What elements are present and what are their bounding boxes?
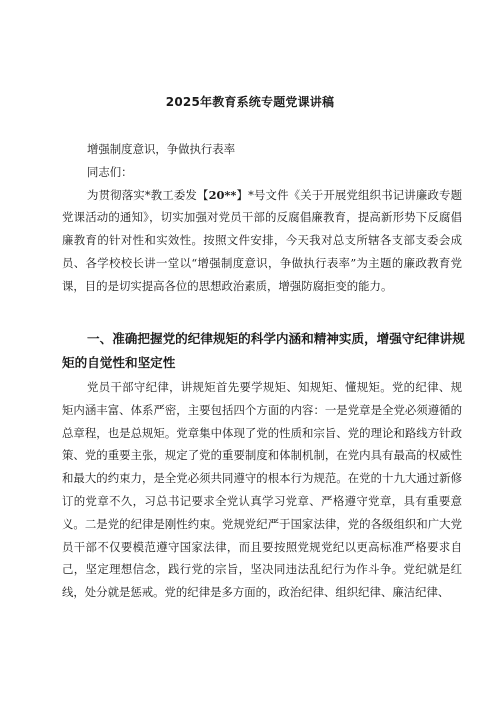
- document-body-section1: [62, 376, 462, 604]
- document-body-top: [62, 138, 462, 298]
- document-title: 2025年教育系统专题党课讲稿: [165, 95, 335, 109]
- intro-paragraph: [62, 184, 462, 298]
- salutation: 同志们：: [87, 164, 133, 179]
- section-1-paragraph: 党员干部守纪律，讲规矩首先要学规矩、知规矩、懂规矩。党的纪律、规矩内涵丰富、体系严密，主要包括四个方面的内容：一是党章是全党必须遵循的总章程，也是总规矩。党章集中体现了党的性质和宗旨、党的理论和路线方针政策、党的重要主张，规定了党的重要制度和体制机制，在党内具有最高的权威性和最大的约束力，是全党必须共同遵守的根本行为规范。在党的十九大通过新修订的党章不久，习总书记要求全党认真学习党章、严格遵守党章，具有重要意义。二是党的纪律是刚性约束。党规党纪严于国家法律，党的各级组织和广大党员干部不仅要模范遵守国家法律，而且要按照党规党纪以更高标准严格要求自己，坚定理想信念，践行党的宗旨，坚决同违法乱纪行为作斗争。党纪就是红线，处分就是惩戒。党的纪律是多方面的，政治纪律、组织纪律、廉洁纪律、: [62, 380, 462, 600]
- intro-text-part1: 为贯彻落实*教工委发【: [87, 187, 209, 202]
- intro-text-part2: 】*号文件《关于开展党组织书记讲廉政专题党课活动的通知》，切实加强对党员干部的反腐倡廉教育，提高新形势下反腐倡廉教育的针对性和实效性。按照文件安排，今天我对总支所辖各支部支委会成员、各学校校长讲一堂以“增强制度意识，争做执行表率”为主题的廉政教育党课，目的是切实提高各位的思想政治素质，增强防腐拒变的能力。: [62, 187, 462, 293]
- document-subtitle: 增强制度意识，争做执行表率: [87, 142, 236, 156]
- section-1-heading: 一、准确把握党的纪律规矩的科学内涵和精神实质，增强守纪律讲规矩的自觉性和坚定性: [62, 331, 465, 370]
- intro-bold-number: 20**: [208, 187, 237, 202]
